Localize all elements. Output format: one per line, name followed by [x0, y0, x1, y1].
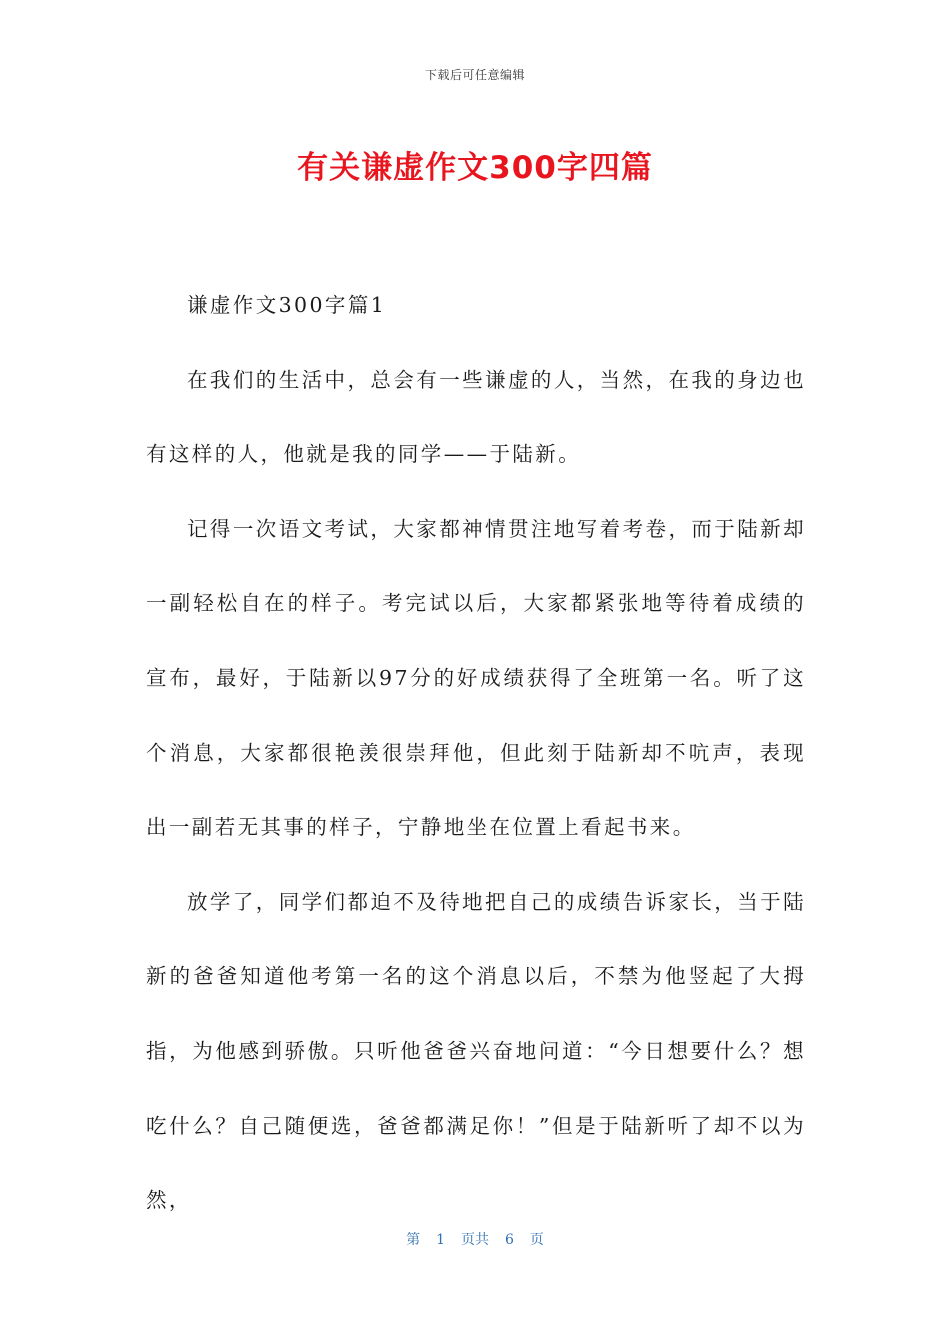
paragraph-1: 在我们的生活中，总会有一些谦虚的人，当然，在我的身边也有这样的人，他就是我的同学——于陆新。 [146, 367, 806, 467]
footer-total-pages: 6 [505, 1232, 514, 1248]
header-note: 下载后可任意编辑 [424, 68, 525, 82]
document-body [146, 268, 806, 1238]
paragraph-3: 放学了，同学们都迫不及待地把自己的成绩告诉家长，当于陆新的爸爸知道他考第一名的这个消息以后，不禁为他竖起了大拇指，为他感到骄傲。只听他爸爸兴奋地问道：“今日想要什么？想吃什么？自己随便选，爸爸都满足你！”但是于陆新听了却不以为然， [146, 889, 806, 1213]
footer-label-of: 页共 [461, 1232, 489, 1248]
footer-label-end: 页 [529, 1232, 544, 1248]
section-heading: 谦虚作文300字篇1 [187, 293, 387, 317]
paragraph-2: 记得一次语文考试，大家都神情贯注地写着考卷，而于陆新却一副轻松自在的样子。考完试以后，大家都紧张地等待着成绩的宣布，最好，于陆新以97分的好成绩获得了全班第一名。听了这个消息，大家都很艳羡很崇拜他，但此刻于陆新却不吭声，表现出一副若无其事的样子，宁静地坐在位置上看起书来。 [146, 516, 806, 840]
document-title: 有关谦虚作文300字四篇 [297, 150, 653, 186]
footer-label-page: 第 [406, 1232, 421, 1248]
footer-current-page: 1 [436, 1232, 445, 1248]
page-footer [0, 1229, 950, 1249]
